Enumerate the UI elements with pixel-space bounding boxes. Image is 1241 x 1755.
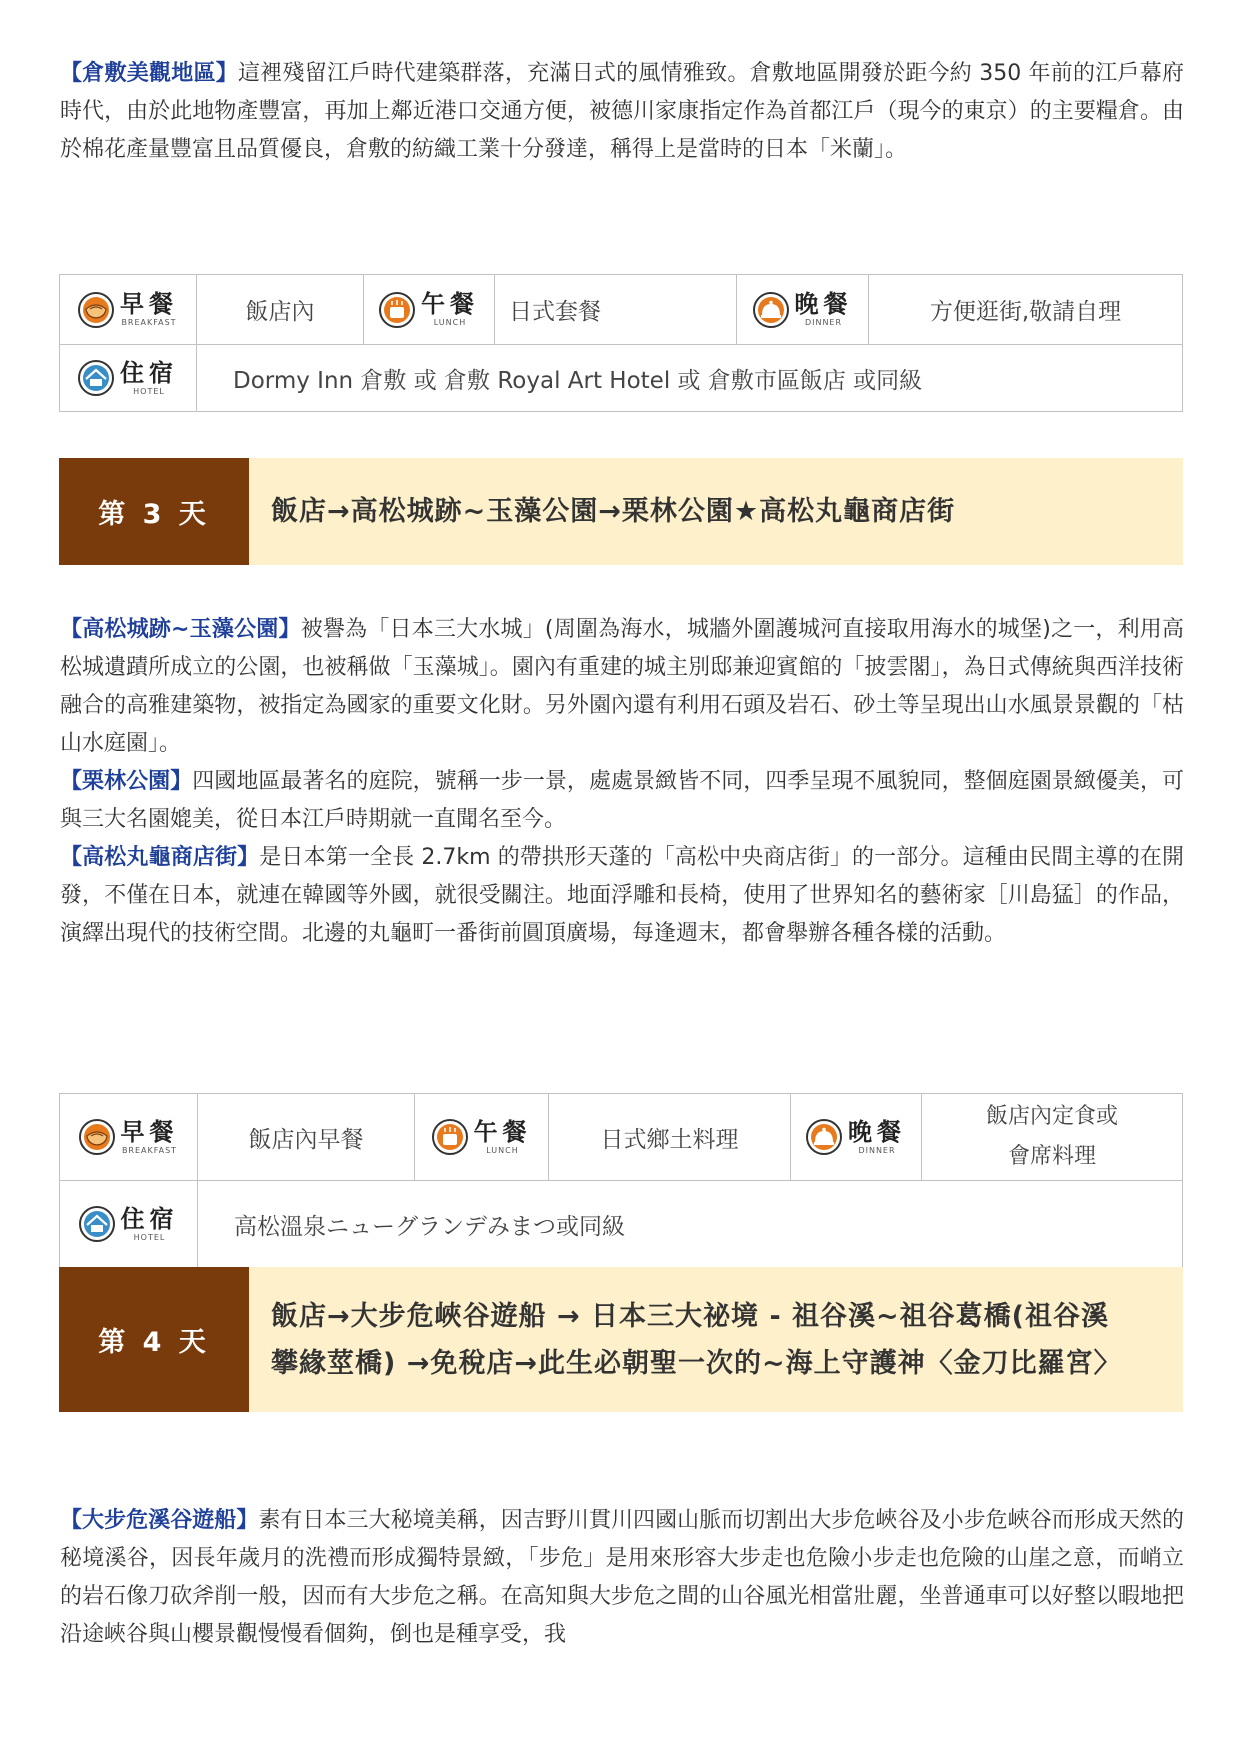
hotel-icon [78,360,114,396]
desc-heading: 【栗林公園】 [60,769,193,794]
dinner-icon [753,292,789,328]
breakfast-label: 早餐 [120,1117,179,1146]
breakfast-icon [78,292,114,328]
lunch-value: 日式套餐 [495,275,737,345]
day3-descriptions [60,611,1184,953]
desc-takamatsu-castle [60,611,1184,763]
day4-route [249,1267,1183,1412]
breakfast-label: 早餐 [120,290,178,318]
hotel-value: 高松溫泉ニューグランデみまつ或同級 [198,1181,1183,1268]
day3-label: 第 3 天 [59,458,249,565]
desc-marugame-street [60,839,1184,953]
lunch-icon [379,292,415,328]
day3-banner [59,458,1183,565]
desc-heading: 【大步危溪谷遊船】 [60,1508,259,1533]
hotel-label: 住宿 [120,1204,179,1233]
breakfast-label-en: BREAKFAST [121,318,177,327]
desc-text: 素有日本三大秘境美稱，因吉野川貫川四國山脈而切割出大步危峽谷及小步危峽谷而形成天然的秘境溪谷，因長年歲月的洗禮而形成獨特景緻，「步危」是用來形容大步走也危險小步走也危險的山崖之意，而峭立的岩石像刀砍斧削一般，因而有大步危之稱。在高知與大步危之間的山谷風光相當壯麗，坐普通車可以好整以暇地把沿途峽谷與山櫻景觀慢慢看個夠，倒也是種享受，我 [60,1508,1184,1647]
breakfast-label-cell [60,275,197,345]
dinner-value [922,1094,1183,1181]
hotel-label-cell [60,345,197,412]
lunch-label-en: LUNCH [433,318,467,327]
hotel-label-en: HOTEL [133,1232,166,1242]
breakfast-label-cell [60,1094,198,1181]
intro-heading: 【倉敷美觀地區】 [60,61,238,86]
dinner-label: 晚餐 [848,1117,906,1146]
day4-label: 第 4 天 [59,1267,249,1412]
lunch-label-cell [364,275,495,345]
dinner-value-line1: 飯店內定食或 [985,1104,1118,1129]
lunch-icon [432,1119,468,1155]
dinner-label-en: DINNER [804,318,843,327]
breakfast-value: 飯店內 [197,275,364,345]
intro-paragraph [60,55,1184,169]
day4-description [60,1502,1184,1654]
hotel-icon [79,1206,115,1242]
hotel-label-cell [60,1181,198,1268]
breakfast-value: 飯店內早餐 [198,1094,415,1181]
hotel-label-en: HOTEL [133,386,165,396]
dinner-label-cell [791,1094,922,1181]
dinner-value: 方便逛街,敬請自理 [869,275,1183,345]
desc-heading: 【高松城跡~玉藻公園】 [60,617,301,642]
dinner-icon [806,1119,842,1155]
hotel-label: 住宿 [120,358,178,387]
day4-banner [59,1267,1183,1412]
dinner-label: 晚餐 [794,290,853,318]
lunch-label-cell [415,1094,549,1181]
day4-route-line1: 飯店→大步危峽谷遊船 → 日本三大祕境 - 祖谷溪~祖谷葛橋(祖谷溪 [271,1300,1110,1332]
desc-text: 是日本第一全長 2.7km 的帶拱形天蓬的「高松中央商店街」的一部分。這種由民間主導的在開發，不僅在日本，就連在韓國等外國，就很受關注。地面浮雕和長椅，使用了世界知名的藝術家［川島猛］的作品，演繹出現代的技術空間。北邊的丸龜町一番街前圓頂廣場，每逢週末，都會舉辦各種各樣的活動。 [60,845,1184,946]
meals-table-day2 [59,274,1183,412]
desc-ritsurin-park [60,763,1184,839]
meals-table-day3 [59,1093,1183,1268]
desc-text: 被譽為「日本三大水城」(周圍為海水，城牆外圍護城河直接取用海水的城堡)之一，利用高松城遺蹟所成立的公園，也被稱做「玉藻城」。園內有重建的城主別邸兼迎賓館的「披雲閣」，為日式傳統與西洋技術融合的高雅建築物，被指定為國家的重要文化財。另外園內還有利用石頭及岩石、砂土等呈現出山水風景景觀的「枯山水庭園」。 [60,617,1185,756]
lunch-label: 午餐 [421,290,479,318]
lunch-label-en: LUNCH [486,1145,519,1155]
dinner-label-cell [737,275,869,345]
lunch-value: 日式鄉土料理 [549,1094,791,1181]
hotel-value: Dormy Inn 倉敷 或 倉敷 Royal Art Hotel 或 倉敷市區飯店 或同級 [197,345,1183,412]
day3-route: 飯店→高松城跡~玉藻公園→栗林公園★高松丸龜商店街 [249,458,1183,565]
day4-route-line2: 攀緣莖橋) →免稅店→此生必朝聖一次的~海上守護神〈金刀比羅宮〉 [271,1347,1122,1379]
desc-heading: 【高松丸龜商店街】 [60,845,260,870]
dinner-value-line2: 會席料理 [1007,1144,1096,1169]
dinner-label-en: DINNER [858,1145,896,1155]
lunch-label: 午餐 [473,1117,532,1146]
intro-text: 這裡殘留江戶時代建築群落，充滿日式的風情雅致。倉敷地區開發於距今約 350 年前的江戶幕府時代，由於此地物產豐富，再加上鄰近港口交通方便，被德川家康指定作為首都江戶（現今的東京）的主要糧倉。由於棉花產量豐富且品質優良，倉敷的紡織工業十分發達，稱得上是當時的日本「米蘭」。 [60,61,1184,162]
desc-text: 四國地區最著名的庭院，號稱一步一景，處處景緻皆不同，四季呈現不風貌同，整個庭園景緻優美，可與三大名園媲美，從日本江戶時期就一直聞名至今。 [60,769,1184,832]
breakfast-icon [79,1119,115,1155]
breakfast-label-en: BREAKFAST [121,1145,178,1155]
